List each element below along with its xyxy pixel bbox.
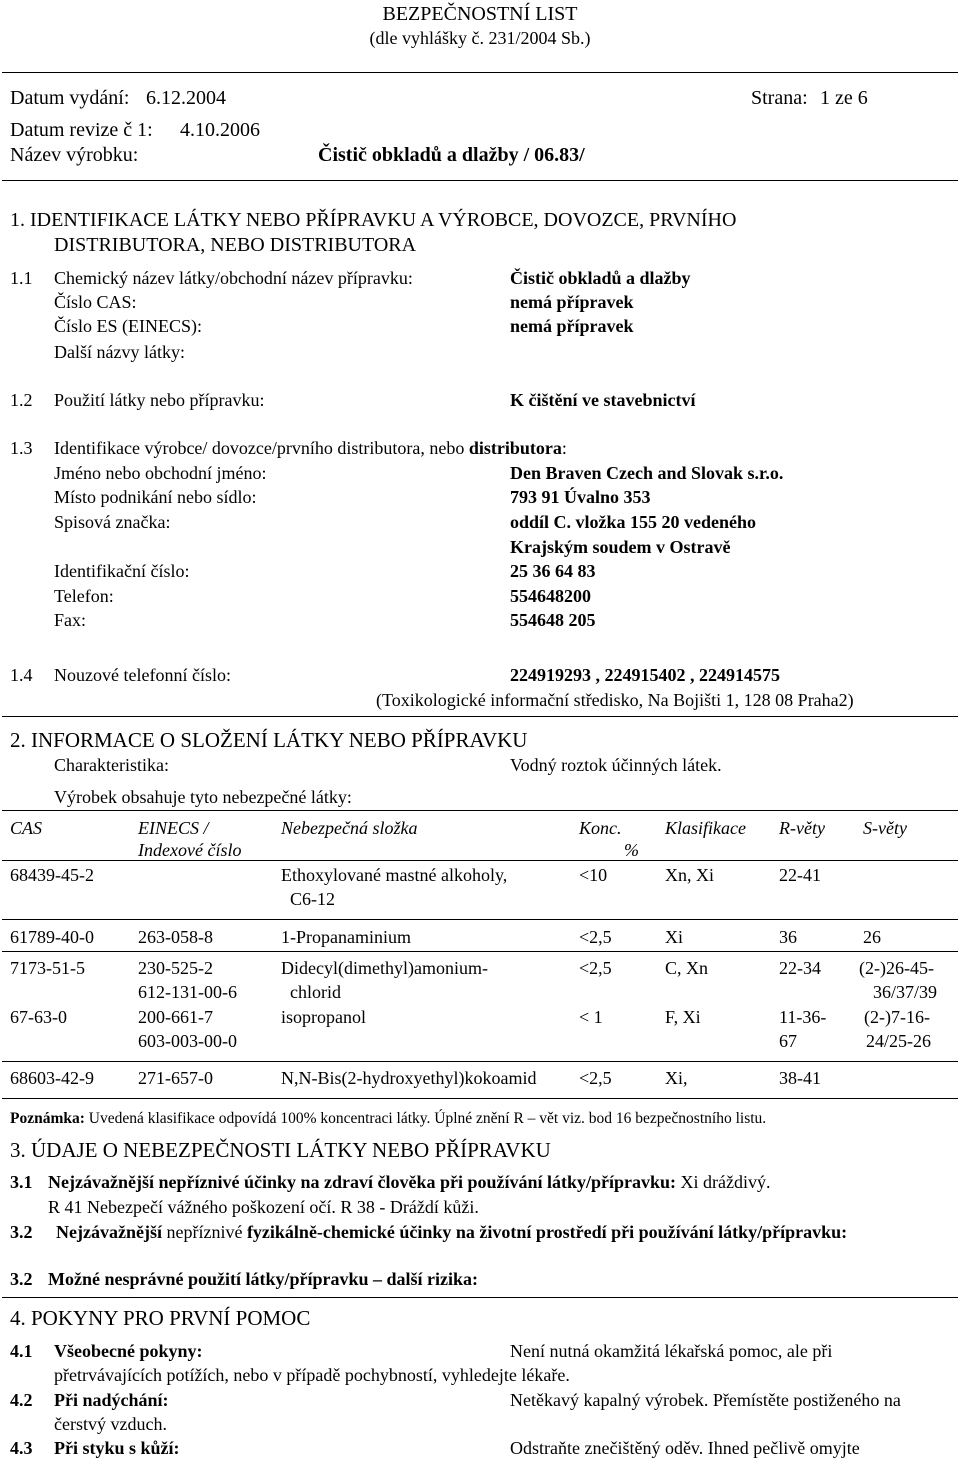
- field-label: Nejzávažnější: [56, 1222, 162, 1242]
- table-cell-name: isopropanol: [281, 1007, 366, 1027]
- table-cell-conc: <2,5: [579, 927, 612, 947]
- table-cell-classification: Xi: [665, 927, 683, 947]
- field-value: nemá přípravek: [510, 292, 634, 312]
- field-label: Spisová značka:: [54, 512, 171, 532]
- divider: [2, 1061, 958, 1062]
- field-value: 554648200: [510, 586, 591, 606]
- divider: [2, 1297, 958, 1298]
- column-header-r-phrases: R-věty: [779, 818, 825, 838]
- section1-title-line2: DISTRIBUTORA, NEBO DISTRIBUTORA: [54, 234, 417, 256]
- table-cell-s: 36/37/39: [873, 982, 938, 1002]
- section-number: 3.2: [10, 1222, 33, 1242]
- label-colon: :: [561, 438, 567, 458]
- field-label: Jméno nebo obchodní jméno:: [54, 463, 267, 483]
- table-cell-index: 603-003-00-0: [138, 1031, 237, 1051]
- table-cell-conc: <2,5: [579, 1068, 612, 1088]
- field-label: Výrobek obsahuje tyto nebezpečné látky:: [54, 787, 352, 807]
- column-header-einecs: EINECS /: [138, 818, 209, 838]
- section3-title: 3. ÚDAJE O NEBEZPEČNOSTI LÁTKY NEBO PŘÍPRAVKU: [10, 1138, 551, 1162]
- table-cell-einecs: 263-058-8: [138, 927, 213, 947]
- table-cell-s: (2-)7-16-: [864, 1007, 930, 1027]
- field-note: (Toxikologické informační středisko, Na Bojišti 1, 128 08 Praha2): [376, 690, 854, 710]
- revision-label: Datum revize č 1:: [10, 119, 153, 141]
- section4-title: 4. POKYNY PRO PRVNÍ POMOC: [10, 1306, 311, 1330]
- issue-date-label: Datum vydání:: [10, 87, 130, 109]
- field-label: Charakteristika:: [54, 755, 169, 775]
- field-value: nemá přípravek: [510, 316, 634, 336]
- section-number: 4.1: [10, 1341, 33, 1361]
- field-value: přetrvávajících potížích, nebo v případě pochybností, vyhledejte lékaře.: [54, 1365, 570, 1385]
- table-cell-name: Ethoxylované mastné alkoholy,: [281, 865, 508, 885]
- column-header-percent: %: [624, 840, 639, 860]
- table-cell-name: C6-12: [290, 889, 335, 909]
- label-text-bold: distributora: [468, 438, 562, 458]
- table-cell-cas: 7173-51-5: [10, 958, 85, 978]
- note-text: Uvedená klasifikace odpovídá 100% koncentraci látky. Úplné znění R – vět viz. bod 16 bezpečnostního listu.: [84, 1110, 767, 1127]
- document-title: BEZPEČNOSTNÍ LIST: [382, 3, 578, 25]
- table-cell-einecs: 230-525-2: [138, 958, 213, 978]
- table-cell-r: 22-41: [779, 865, 821, 885]
- product-label: Název výrobku:: [10, 144, 139, 166]
- table-cell-einecs: 271-657-0: [138, 1068, 213, 1088]
- section-number: 3.1: [10, 1172, 33, 1192]
- table-cell-cas: 68439-45-2: [10, 865, 94, 885]
- field-label: Číslo ES (EINECS):: [54, 316, 203, 336]
- table-cell-r: 38-41: [779, 1068, 821, 1088]
- table-cell-classification: Xn, Xi: [665, 865, 714, 885]
- table-cell-r: 11-36-: [779, 1007, 827, 1027]
- field-label: Při nadýchání:: [54, 1390, 169, 1410]
- section-number: 1.1: [10, 268, 33, 288]
- classification-note: [10, 1108, 766, 1130]
- column-header-conc: Konc.: [579, 818, 622, 838]
- table-cell-conc: <10: [579, 865, 608, 885]
- field-label: Použití látky nebo přípravku:: [54, 390, 265, 410]
- field-value: Čistič obkladů a dlažby: [510, 268, 691, 288]
- table-cell-name: Didecyl(dimethyl)amonium-: [281, 958, 488, 978]
- table-cell-s: 26: [863, 927, 881, 947]
- issue-date: 6.12.2004: [146, 87, 226, 109]
- section-number: 1.3: [10, 438, 33, 458]
- divider: [2, 860, 958, 861]
- field-value: 554648 205: [510, 610, 596, 630]
- field-value: K čištění ve stavebnictví: [510, 390, 696, 410]
- revision-date: 4.10.2006: [180, 119, 260, 141]
- divider: [2, 72, 958, 73]
- divider: [2, 1098, 958, 1099]
- column-header-name: Nebezpečná složka: [281, 818, 418, 838]
- field-text: [56, 1220, 847, 1244]
- field-label: Při styku s kůží:: [54, 1438, 180, 1458]
- field-label: Telefon:: [54, 586, 114, 606]
- table-cell-index: 612-131-00-6: [138, 982, 237, 1002]
- field-label: fyzikálně-chemické účinky na životní prostředí při používání látky/přípravku:: [246, 1222, 848, 1242]
- field-label: Možné nesprávné použití látky/přípravku – další rizika:: [48, 1269, 479, 1289]
- section-number: 1.2: [10, 390, 33, 410]
- table-cell-conc: < 1: [579, 1007, 603, 1027]
- field-label: Nejzávažnější nepříznivé účinky na zdraví člověka při používání látky/přípravku:: [48, 1172, 677, 1192]
- field-value: oddíl C. vložka 155 20 vedeného: [510, 512, 757, 532]
- document-subtitle: (dle vyhlášky č. 231/2004 Sb.): [369, 28, 591, 48]
- section-number: 4.2: [10, 1390, 33, 1410]
- field-value: Není nutná okamžitá lékařská pomoc, ale při: [510, 1341, 833, 1361]
- field-label: Místo podnikání nebo sídlo:: [54, 487, 257, 507]
- field-label: Nouzové telefonní číslo:: [54, 665, 231, 685]
- table-cell-classification: Xi,: [665, 1068, 688, 1088]
- table-cell-einecs: 200-661-7: [138, 1007, 213, 1027]
- field-text: [48, 1170, 771, 1194]
- table-cell-s: 24/25-26: [866, 1031, 931, 1051]
- field-label: Další názvy látky:: [54, 342, 185, 362]
- field-label: Chemický název látky/obchodní název přípravku:: [54, 268, 413, 288]
- section-number: 4.3: [10, 1438, 33, 1458]
- field-value: Krajským soudem v Ostravě: [510, 537, 731, 557]
- divider: [2, 716, 958, 717]
- product-name: Čistič obkladů a dlažby / 06.83/: [318, 144, 585, 166]
- field-value: 25 36 64 83: [510, 561, 596, 581]
- table-cell-r: 36: [779, 927, 797, 947]
- table-cell-r: 67: [779, 1031, 797, 1051]
- table-cell-cas: 61789-40-0: [10, 927, 94, 947]
- section-number: 1.4: [10, 665, 33, 685]
- divider: [2, 810, 958, 811]
- field-value: čerstvý vzduch.: [54, 1414, 167, 1434]
- field-label: Fax:: [54, 610, 87, 630]
- field-label: Všeobecné pokyny:: [54, 1341, 203, 1361]
- divider: [2, 180, 958, 181]
- table-cell-classification: F, Xi: [665, 1007, 701, 1027]
- table-cell-r: 22-34: [779, 958, 821, 978]
- field-label: Číslo CAS:: [54, 292, 137, 312]
- column-header-cas: CAS: [10, 818, 43, 838]
- field-value: 224919293 , 224915402 , 224914575: [510, 665, 780, 685]
- section2-title: 2. INFORMACE O SLOŽENÍ LÁTKY NEBO PŘÍPRAVKU: [10, 728, 528, 752]
- column-header-s-phrases: S-věty: [863, 818, 907, 838]
- table-cell-conc: <2,5: [579, 958, 612, 978]
- field-label: nepříznivé: [161, 1222, 247, 1242]
- field-text: R 41 Nebezpečí vážného poškození očí. R 38 - Dráždí kůži.: [48, 1197, 479, 1217]
- field-value: Netěkavý kapalný výrobek. Přemístěte postiženého na: [510, 1390, 901, 1410]
- label-text: Identifikace výrobce/ dovozce/prvního distributora, nebo: [54, 438, 469, 458]
- note-label: Poznámka:: [10, 1110, 85, 1127]
- divider: [2, 951, 958, 952]
- column-header-classification: Klasifikace: [665, 818, 746, 838]
- field-label: Identifikační číslo:: [54, 561, 190, 581]
- table-cell-name: chlorid: [290, 982, 341, 1002]
- field-value: Den Braven Czech and Slovak s.r.o.: [510, 463, 784, 483]
- field-label: [54, 436, 567, 460]
- field-value: Vodný roztok účinných látek.: [510, 755, 722, 775]
- column-header-index: Indexové číslo: [138, 840, 242, 860]
- divider: [2, 919, 958, 920]
- field-value: Xi dráždivý.: [676, 1172, 771, 1192]
- table-cell-name: 1-Propanaminium: [281, 927, 411, 947]
- section-number: 3.2: [10, 1269, 33, 1289]
- page-number: 1 ze 6: [820, 87, 868, 109]
- table-cell-cas: 68603-42-9: [10, 1068, 94, 1088]
- field-value: 793 91 Úvalno 353: [510, 487, 651, 507]
- page-label: Strana:: [751, 87, 808, 109]
- table-cell-cas: 67-63-0: [10, 1007, 67, 1027]
- table-cell-s: (2-)26-45-: [859, 958, 934, 978]
- table-cell-name: N,N-Bis(2-hydroxyethyl)kokoamid: [281, 1068, 537, 1088]
- table-cell-classification: C, Xn: [665, 958, 709, 978]
- field-value: Odstraňte znečištěný oděv. Ihned pečlivě omyjte: [510, 1438, 860, 1458]
- section1-title-line1: 1. IDENTIFIKACE LÁTKY NEBO PŘÍPRAVKU A VÝROBCE, DOVOZCE, PRVNÍHO: [10, 209, 737, 231]
